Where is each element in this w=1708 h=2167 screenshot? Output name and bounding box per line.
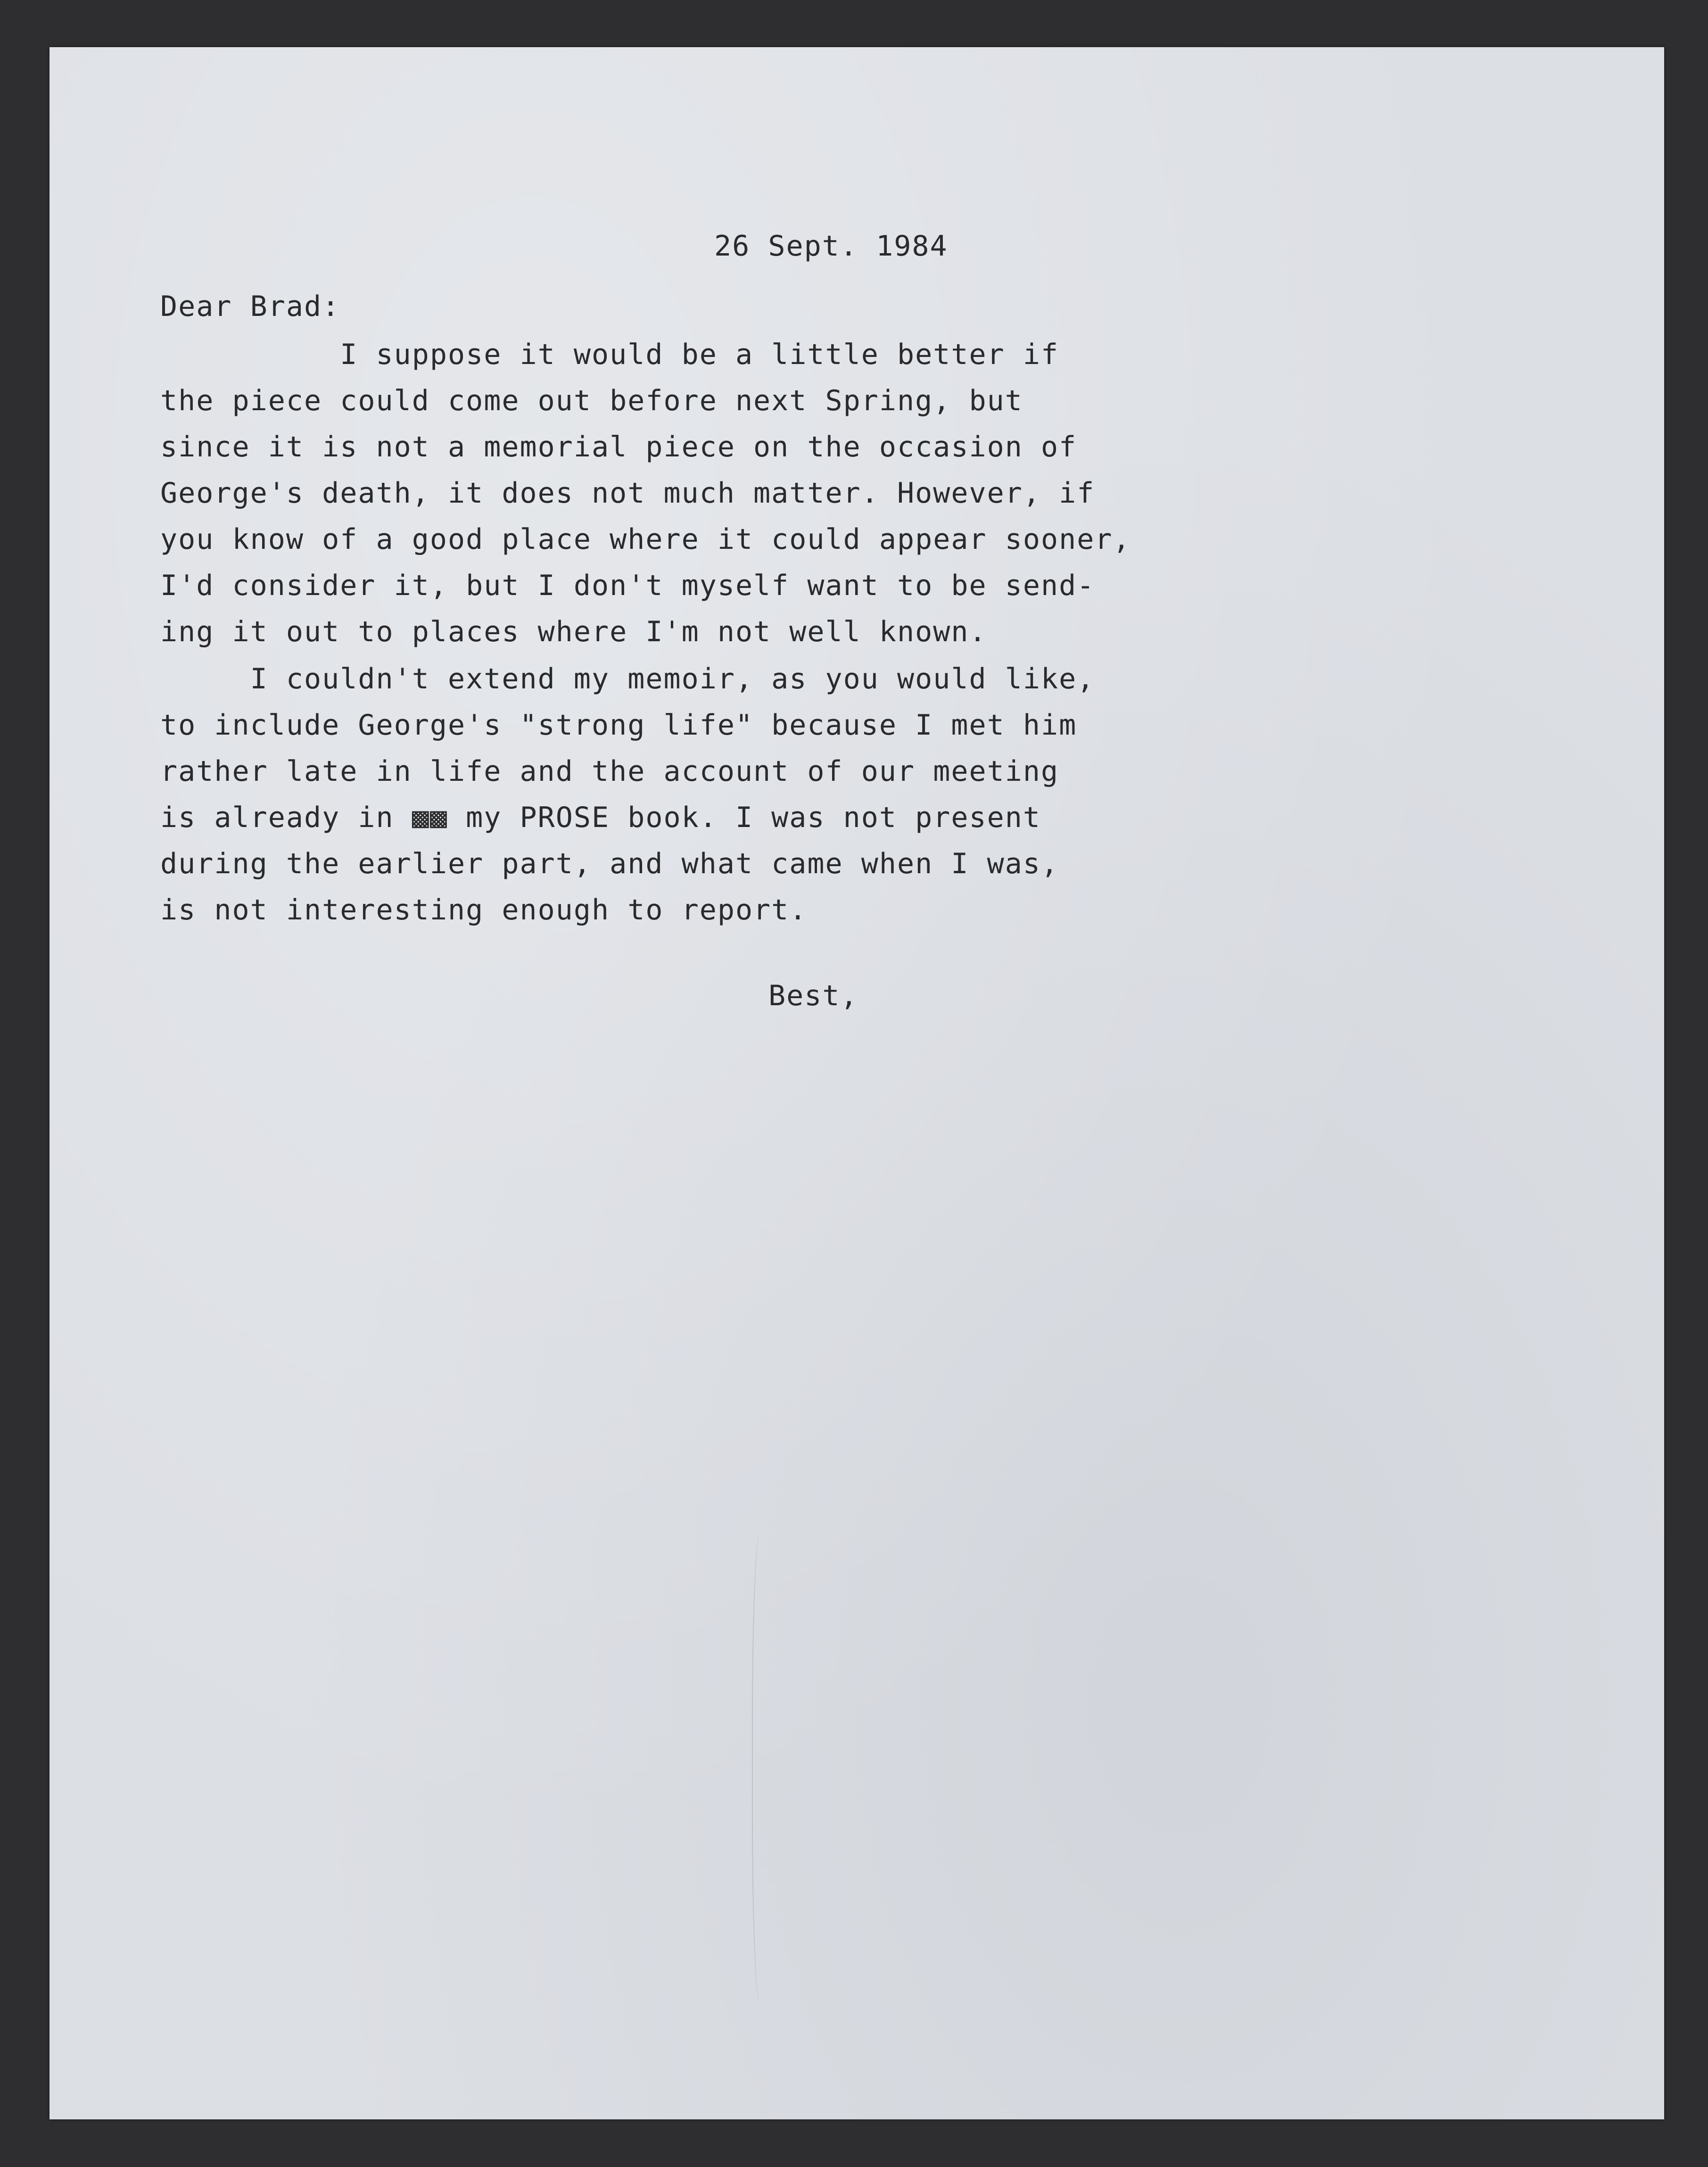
letter-body-line: I'd consider it, but I don't myself want to be send- [160, 569, 1095, 602]
letter-body-line: I couldn't extend my memoir, as you would like, [160, 662, 1095, 695]
letter-body-line: since it is not a memorial piece on the occasion of [160, 430, 1077, 463]
letter-date: 26 Sept. 1984 [714, 230, 948, 263]
letter-body-line: is not interesting enough to report. [160, 893, 808, 926]
letter-body-line: George's death, it does not much matter. However, if [160, 477, 1095, 510]
letter-body-line: is already in ▩▩ my PROSE book. I was not present [160, 801, 1041, 834]
letter-body-line: the piece could come out before next Spring, but [160, 384, 1023, 417]
paper-crease [752, 1532, 772, 2004]
letter-body-line: you know of a good place where it could appear sooner, [160, 523, 1131, 556]
letter-body-line: rather late in life and the account of our meeting [160, 755, 1059, 788]
letter-closing: Best, [768, 979, 858, 1012]
letter-salutation: Dear Brad: [160, 290, 340, 323]
letter-body-line: I suppose it would be a little better if [160, 338, 1059, 371]
letter-body-line: to include George's "strong life" because I met him [160, 709, 1077, 742]
letter-body-line: ing it out to places where I'm not well known. [160, 615, 987, 648]
letter-body-line: during the earlier part, and what came when I was, [160, 847, 1059, 880]
